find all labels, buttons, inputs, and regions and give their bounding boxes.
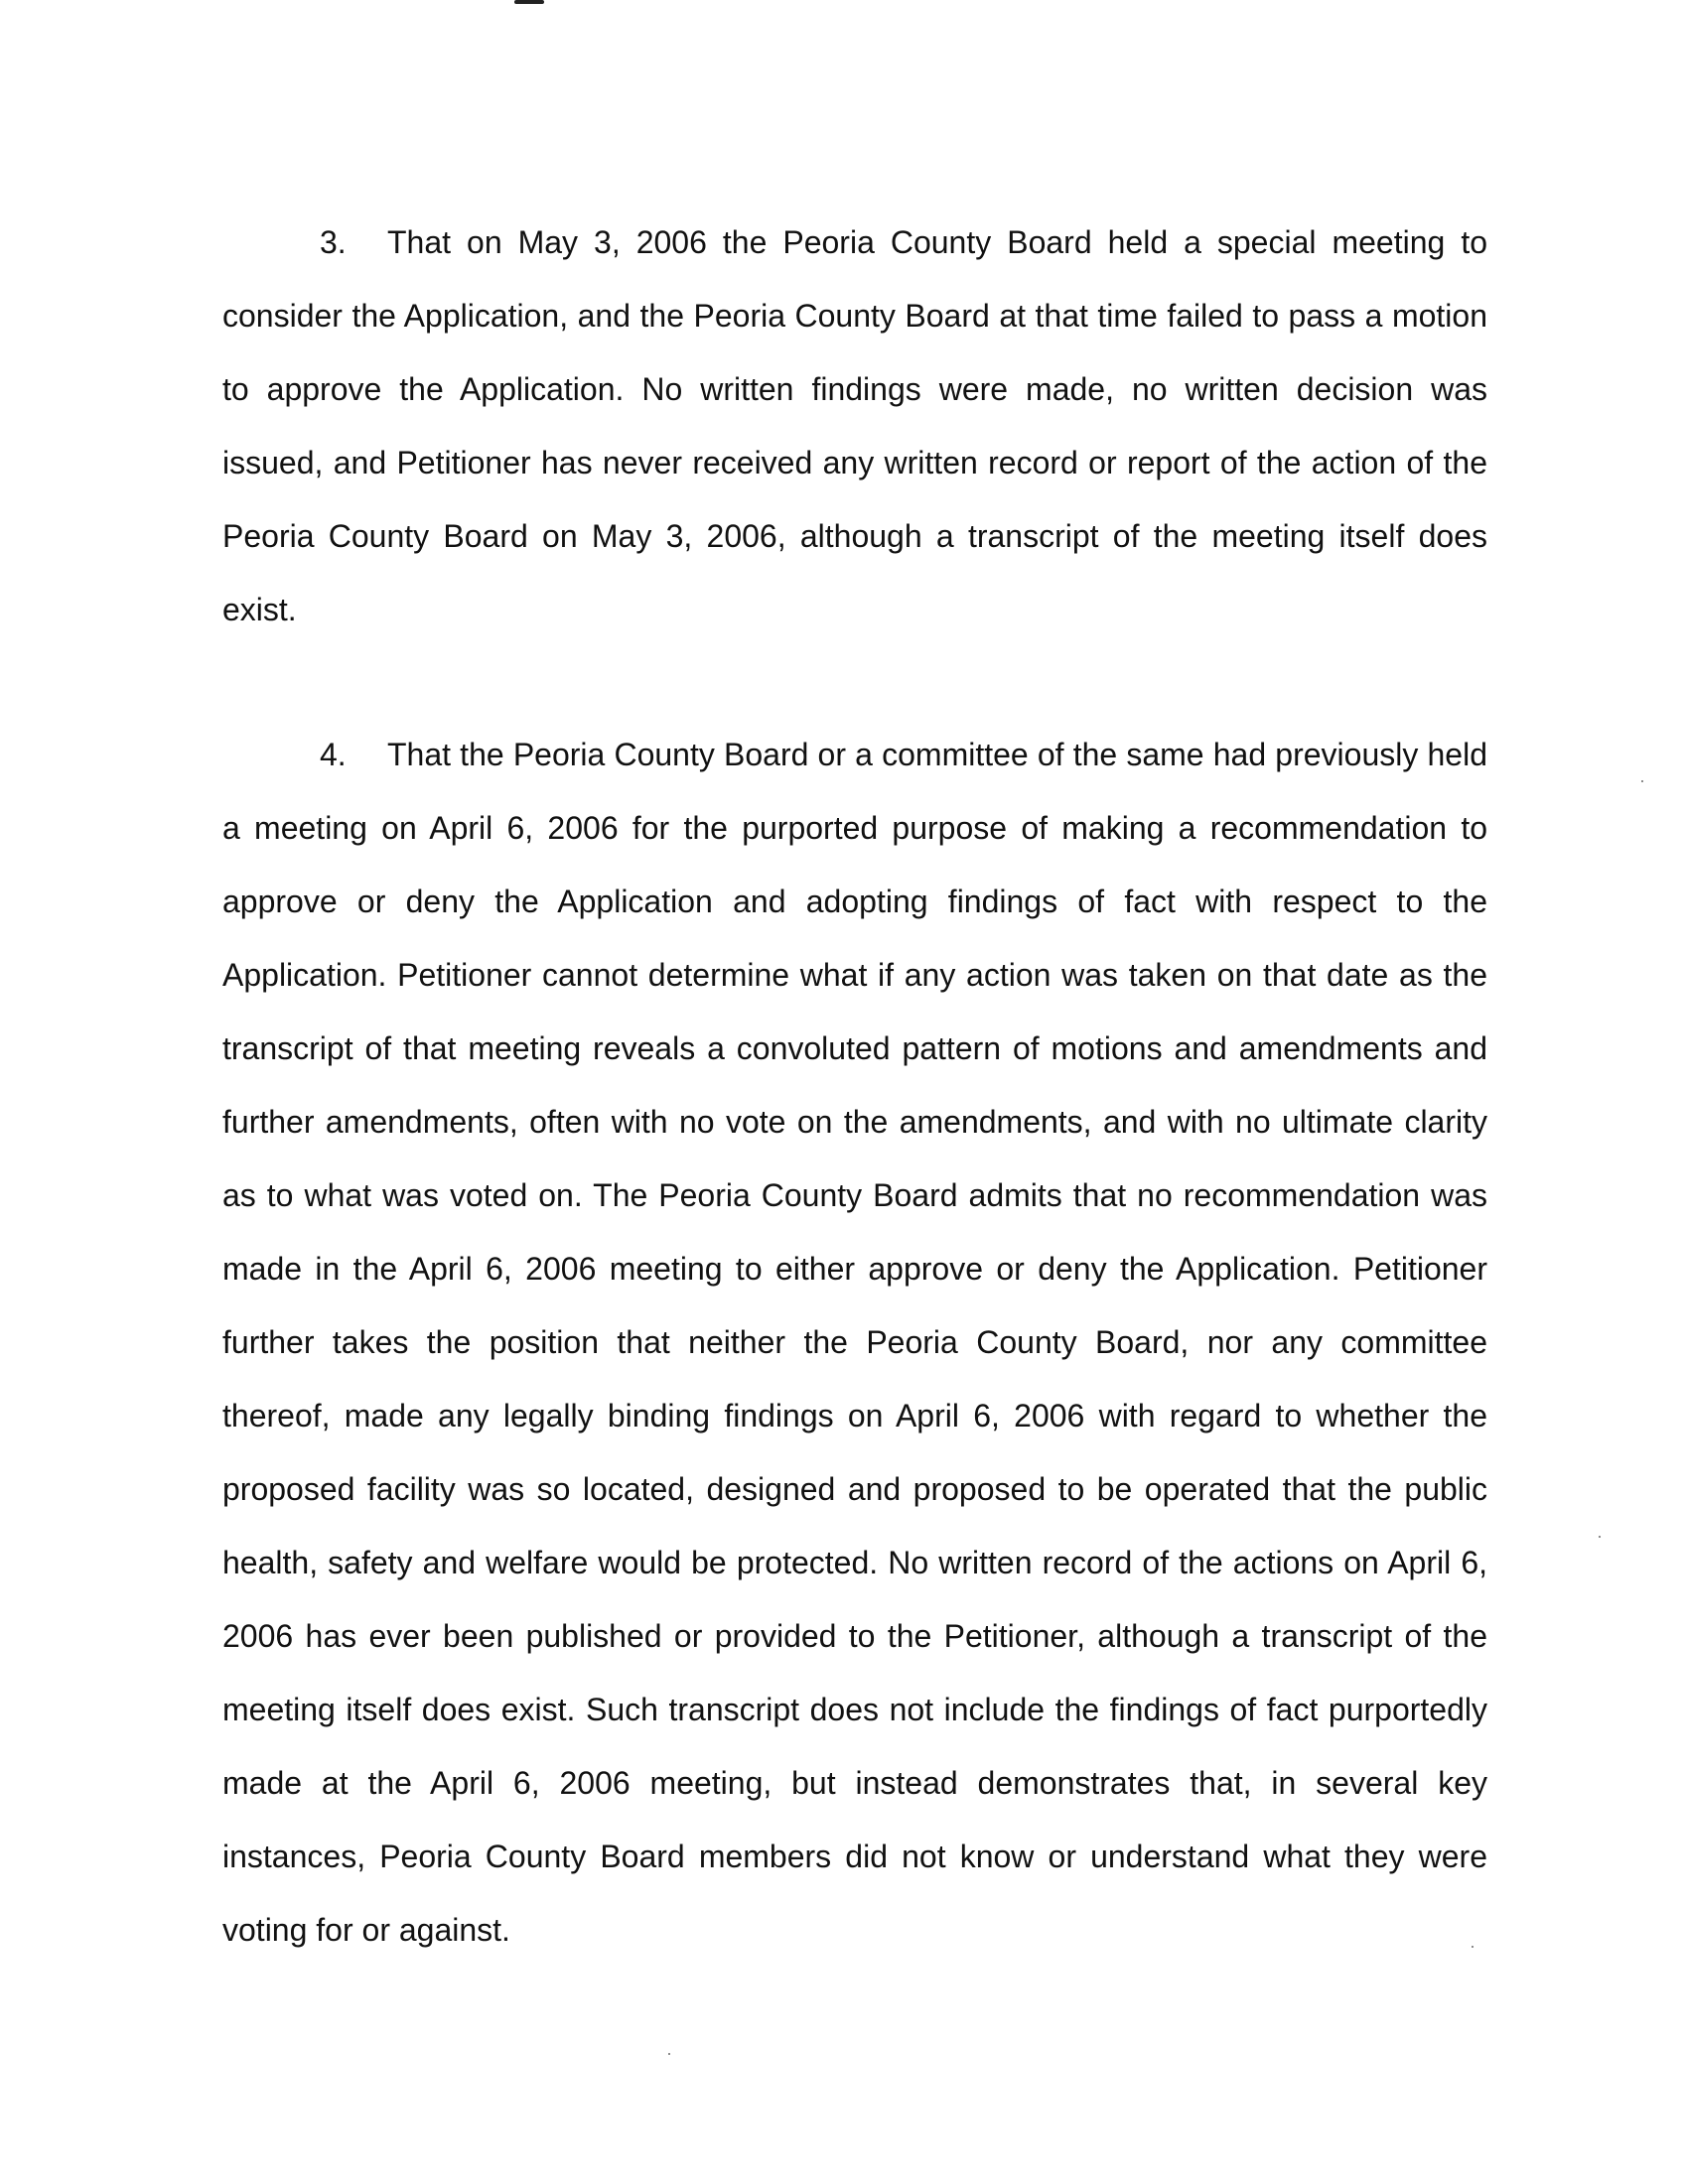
scan-speck bbox=[1641, 780, 1643, 782]
paragraph-number: 3. bbox=[320, 224, 347, 260]
document-body bbox=[222, 205, 1487, 2038]
scan-artifact bbox=[514, 0, 544, 4]
scan-speck bbox=[668, 2053, 670, 2055]
paragraph-text: That on May 3, 2006 the Peoria County Board held a special meeting to consider the Application, and the Peoria County Board at that time failed to pass a motion to approve the Application. No written findings were made, no written decision was issued, and Petitioner has never received any written record or report of the action of the Peoria County Board on May 3, 2006, although a transcript of the meeting itself does exist. bbox=[222, 224, 1487, 627]
scan-speck bbox=[1599, 1536, 1601, 1538]
paragraph-3 bbox=[222, 205, 1487, 646]
paragraph-number: 4. bbox=[320, 737, 347, 772]
paragraph-text: That the Peoria County Board or a committee of the same had previously held a meeting on April 6, 2006 for the purported purpose of making a recommendation to approve or deny the Application and adopting findings of fact with respect to the Application. Petitioner cannot determine what if any action was taken on that date as the transcript of that meeting reveals a convoluted pattern of motions and amendments and further amendments, often with no vote on the amendments, and with no ultimate clarity as to what was voted on. The Peoria County Board admits that no recommendation was made in the April 6, 2006 meeting to either approve or deny the Application. Petitioner further takes the position that neither the Peoria County Board, nor any committee thereof, made any legally binding findings on April 6, 2006 with regard to whether the proposed facility was so located, designed and proposed to be operated that the public health, safety and welfare would be protected. No written record of the actions on April 6, 2006 has ever been published or provided to the Petitioner, although a transcript of the meeting itself does exist. Such transcript does not include the findings of fact purportedly made at the April 6, 2006 meeting, but instead demonstrates that, in several key instances, Peoria County Board members did not know or understand what they were voting for or against. bbox=[222, 737, 1487, 1948]
paragraph-4 bbox=[222, 718, 1487, 1967]
